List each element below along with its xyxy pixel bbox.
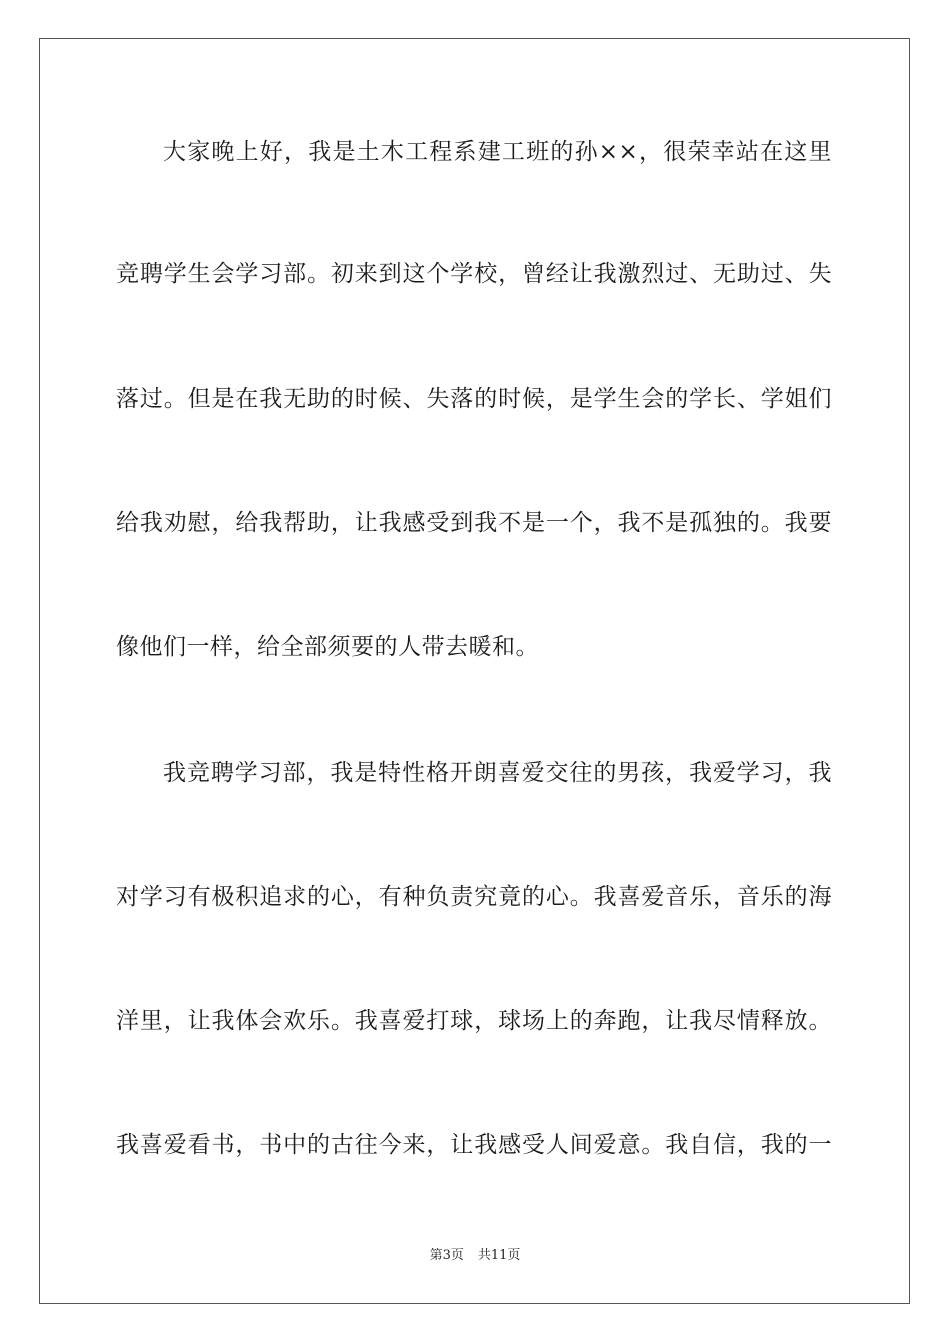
text-line: 洋里，让我体会欢乐。我喜爱打球，球场上的奔跑，让我尽情释放。	[116, 1008, 832, 1034]
text-line: 落过。但是在我无助的时候、失落的时候，是学生会的学长、学姐们	[116, 386, 832, 412]
text-line: 对学习有极积追求的心，有种负责究竟的心。我喜爱音乐，音乐的海	[116, 884, 832, 910]
text-line: 我竞聘学习部，我是特性格开朗喜爱交往的男孩，我爱学习，我	[163, 760, 832, 786]
text-line: 像他们一样，给全部须要的人带去暖和。	[116, 634, 539, 660]
page-total: 共11页	[477, 1248, 521, 1263]
page-number: 第3页	[429, 1248, 464, 1263]
text-line: 给我劝慰，给我帮助，让我感受到我不是一个，我不是孤独的。我要	[116, 510, 832, 536]
page-border	[39, 38, 910, 1304]
text-line: 大家晚上好，我是土木工程系建工班的孙××，很荣幸站在这里	[163, 139, 832, 165]
page-footer	[0, 1247, 950, 1265]
text-line: 竞聘学生会学习部。初来到这个学校，曾经让我激烈过、无助过、失	[116, 261, 832, 287]
text-line: 我喜爱看书，书中的古往今来，让我感受人间爱意。我自信，我的一	[116, 1132, 832, 1158]
